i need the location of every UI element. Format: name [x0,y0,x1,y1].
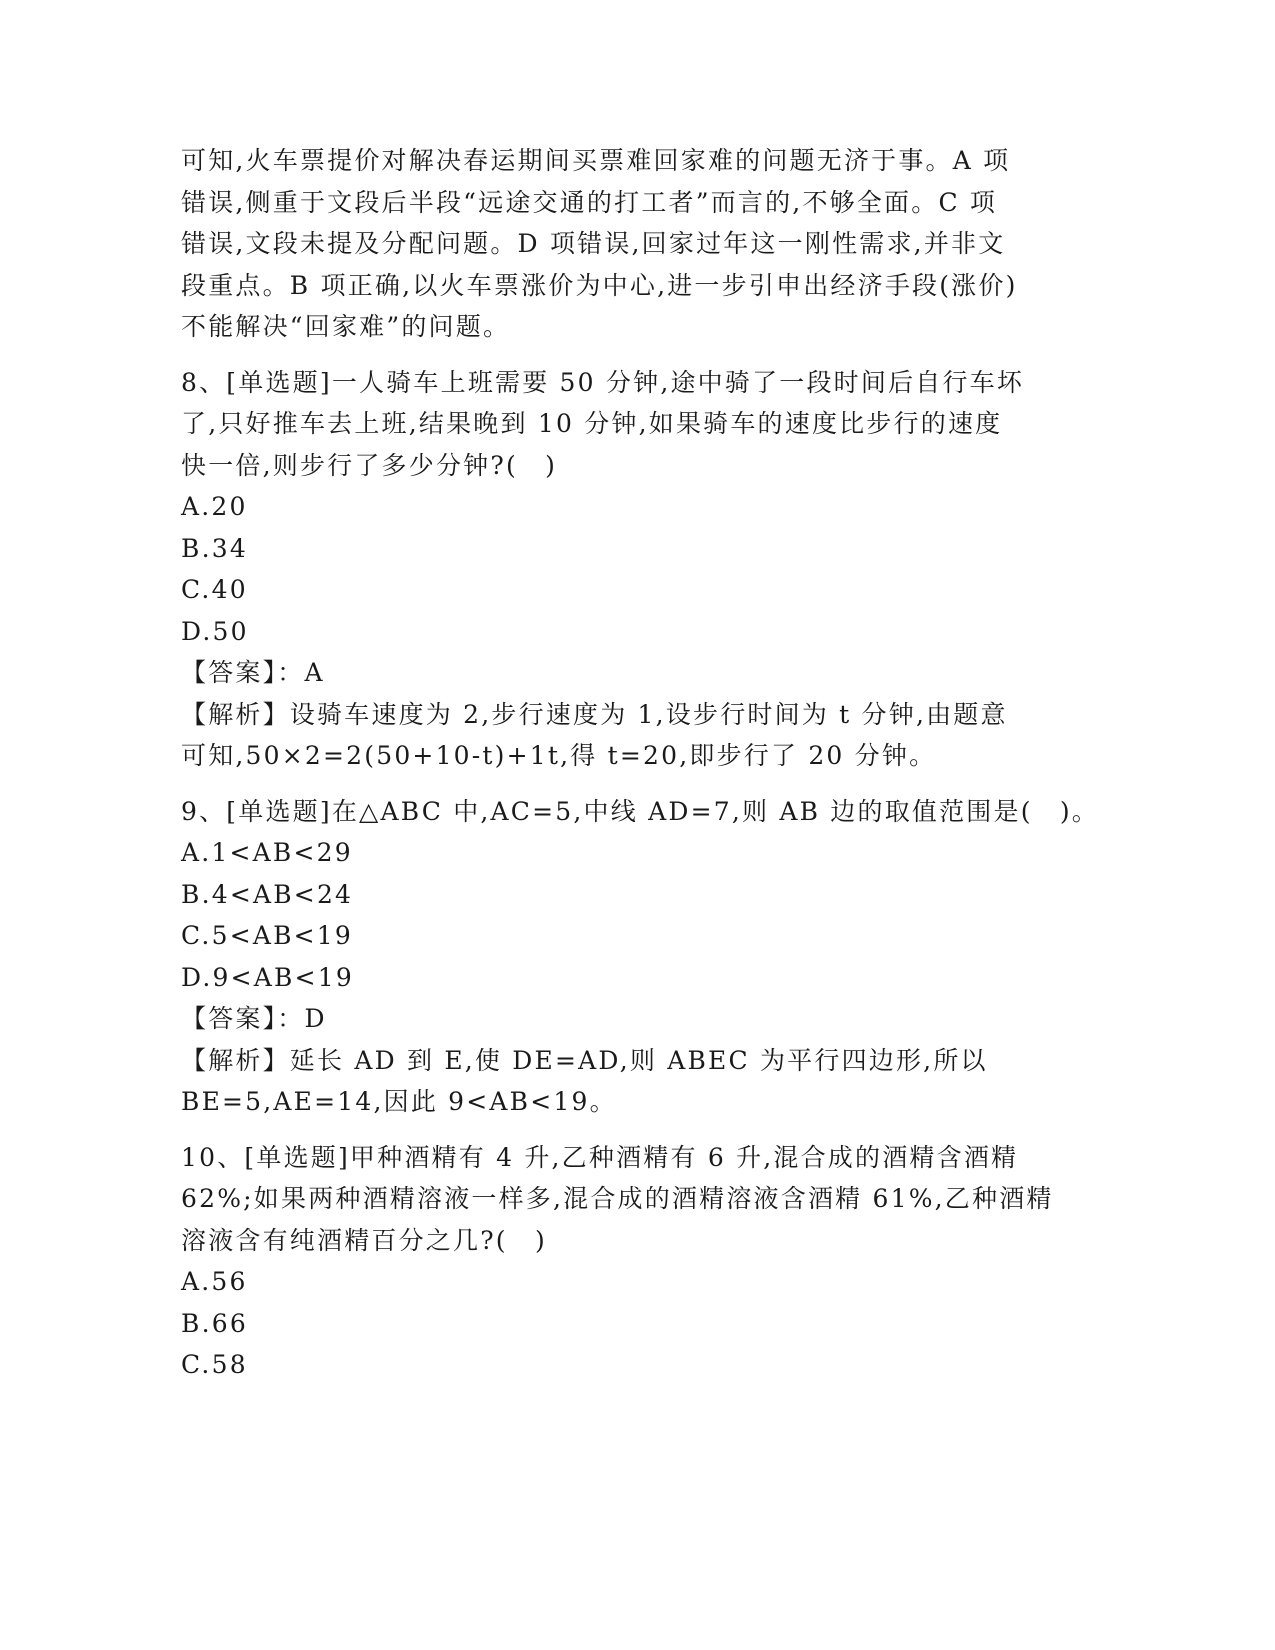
question-stem-line: 溶液含有纯酒精百分之几?( ) [181,1225,547,1255]
option-c: C.5<AB<19 [181,921,354,950]
analysis-line: 可知,50×2=2(50+10-t)+1t,得 t=20,即步行了 20 分钟。 [181,741,937,770]
option-b: B.34 [181,533,248,563]
intro-paragraph [181,140,1081,348]
text-line: 可知,火车票提价对解决春运期间买票难回家难的问题无济于事。A 项 [181,146,1011,175]
option-b: B.4<AB<24 [181,879,354,909]
question-stem-line: 10、[单选题]甲种酒精有 4 升,乙种酒精有 6 升,混合成的酒精含酒精 [181,1142,1019,1172]
question-stem-line: 62%;如果两种酒精溶液一样多,混合成的酒精溶液含酒精 61%,乙种酒精 [181,1184,1054,1213]
analysis-line: 【解析】延长 AD 到 E,使 DE=AD,则 ABEC 为平行四边形,所以 [181,1045,988,1075]
analysis-line: 【解析】设骑车速度为 2,步行速度为 1,设步行时间为 t 分钟,由题意 [181,699,1008,729]
analysis-line: BE=5,AE=14,因此 9<AB<19。 [181,1087,617,1116]
option-b: B.66 [181,1308,248,1338]
answer-line: 【答案】：A [181,658,325,687]
text-line: 不能解决“回家难”的问题。 [181,312,511,341]
question-stem-line: 了,只好推车去上班,结果晚到 10 分钟,如果骑车的速度比步行的速度 [181,409,1003,438]
option-c: C.40 [181,575,248,604]
option-a: A.20 [181,492,248,521]
option-d: D.50 [181,616,249,646]
document-page [181,140,1100,1386]
option-a: A.1<AB<29 [181,838,353,867]
option-c: C.58 [181,1350,248,1379]
question-stem-line: 9、[单选题]在△ABC 中,AC=5,中线 AD=7,则 AB 边的取值范围是( )。 [181,796,1100,826]
question-8 [181,362,1081,777]
question-stem-line: 快一倍,则步行了多少分钟?( ) [181,450,558,480]
question-9 [181,791,1100,1123]
option-d: D.9<AB<19 [181,962,354,992]
option-a: A.56 [181,1267,248,1296]
text-line: 错误,侧重于文段后半段“远途交通的打工者”而言的,不够全面。C 项 [181,187,998,217]
text-line: 段重点。B 项正确,以火车票涨价为中心,进一步引申出经济手段(涨价) [181,270,1018,300]
question-10 [181,1137,1081,1386]
text-line: 错误,文段未提及分配问题。D 项错误,回家过年这一刚性需求,并非文 [181,229,1006,258]
question-stem-line: 8、[单选题]一人骑车上班需要 50 分钟,途中骑了一段时间后自行车坏 [181,367,1025,397]
answer-line: 【答案】：D [181,1004,327,1033]
